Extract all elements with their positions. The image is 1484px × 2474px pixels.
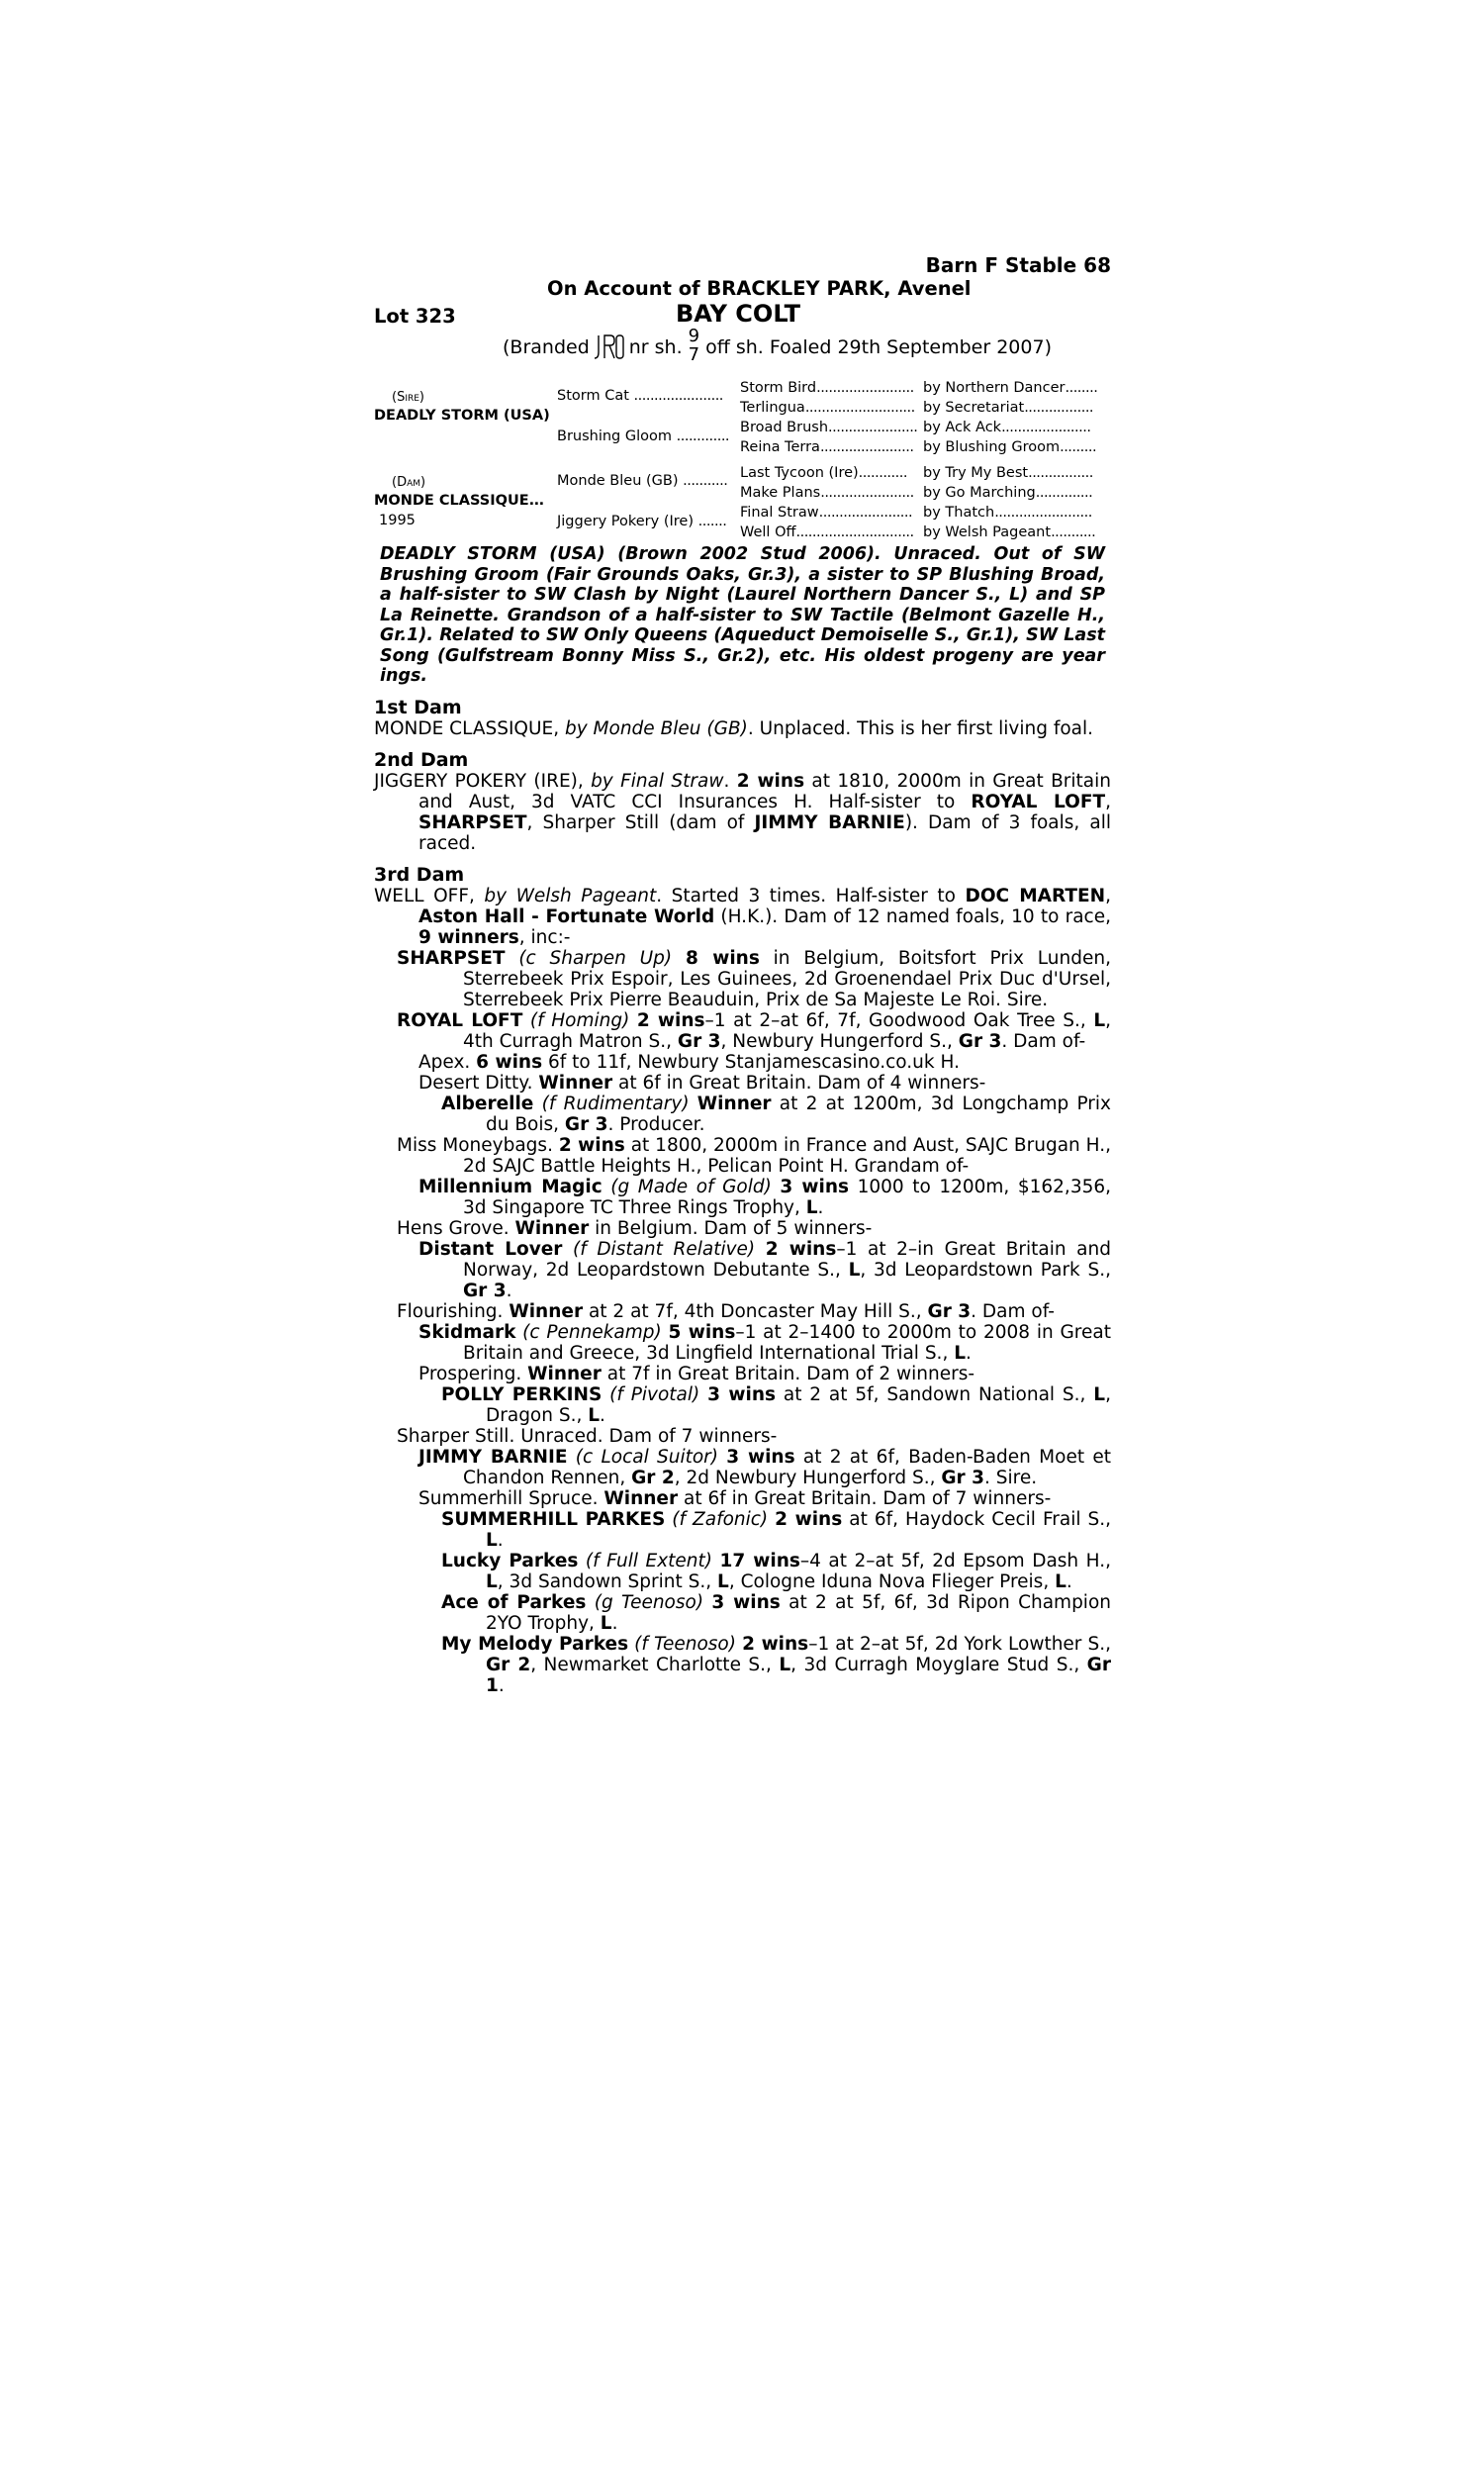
e-wins: 2 wins <box>765 1238 837 1260</box>
e-r3: . <box>506 1280 512 1301</box>
e-wins: 3 wins <box>726 1446 795 1468</box>
e-wins: Winner <box>514 1217 590 1239</box>
e-g1: Gr 2 <box>486 1654 531 1675</box>
e-r1: at 2 at 1200m, 3d Longchamp Prix du Bois, <box>486 1093 1111 1135</box>
entry-skidmark <box>374 1322 1111 1364</box>
d2-name: JIGGERY POKERY (IRE), <box>374 770 592 792</box>
lot-number: Lot 323 <box>374 305 456 328</box>
ggg-3: by Blushing Groom......... <box>923 439 1097 455</box>
e-parent: (f Zafonic) <box>665 1508 776 1530</box>
e-parent: (c Sharpen Up) <box>505 947 686 969</box>
e-wins: Winner <box>527 1363 602 1384</box>
e-l: L <box>600 1612 612 1634</box>
branded-pre: (Branded <box>503 336 590 358</box>
e-r2: , 3d Sandown Sprint S., <box>497 1570 718 1592</box>
second-dam-heading: 2nd Dam <box>374 748 469 771</box>
e-l1: L <box>1093 1383 1106 1405</box>
branded-mid: nr sh. <box>628 336 683 358</box>
e-r1: –1 at 2–1400 to 2000m to 2008 in Great Britain and Greece, 3d Lingfield International Trial S., <box>463 1321 1111 1364</box>
sire-label: (Sire) <box>392 390 424 405</box>
e-r1: at 6f, Haydock Cecil Frail S., <box>842 1508 1111 1530</box>
e-r2: . <box>611 1612 618 1634</box>
e-name: Flourishing. <box>397 1300 510 1322</box>
e-wins: Winner <box>538 1072 613 1094</box>
gg-1: Terlingua........................... <box>740 400 915 416</box>
gg-6-text: Final Straw <box>740 505 819 521</box>
e-g: Gr 3 <box>564 1113 608 1135</box>
entry-polly-perkins <box>374 1384 1111 1426</box>
e-r3: , Newbury Hungerford S., <box>720 1030 959 1052</box>
e-r1: at 2 at 7f, 4th Doncaster May Hill S., <box>583 1300 928 1322</box>
e-name: Sharper Still. Unraced. Dam of 7 winners- <box>397 1425 778 1447</box>
sire-sire: Storm Cat ...................... <box>557 388 723 404</box>
ggg-6-text: by Thatch <box>923 505 995 521</box>
third-dam-heading: 3rd Dam <box>374 863 465 886</box>
dam-name: MONDE CLASSIQUE... <box>374 493 544 509</box>
e-l1: L <box>1093 1009 1106 1031</box>
e-name: Miss Moneybags. <box>397 1134 559 1156</box>
entry-sharper-still <box>374 1426 1111 1447</box>
entry-prospering <box>374 1364 1111 1384</box>
entry-sharpset <box>374 948 1111 1010</box>
e-r3: . <box>600 1404 605 1426</box>
e-r2: . <box>966 1342 972 1364</box>
third-dam-text <box>374 886 1111 948</box>
gg-3-text: Reina Terra <box>740 439 820 455</box>
e-r4: . Dam of- <box>1001 1030 1086 1052</box>
e-r1: at 2 at 5f, Sandown National S., <box>776 1383 1094 1405</box>
e-r3: , 3d Curragh Moyglare Stud S., <box>790 1654 1087 1675</box>
e-wins: 17 wins <box>719 1550 800 1571</box>
e-r1: 1000 to 1200m, $162,356, 3d Singapore TC Three Rings Trophy, <box>463 1176 1112 1218</box>
e-r2: , 2d Newbury Hungerford S., <box>674 1467 942 1488</box>
e-rest: at 1800, 2000m in France and Aust, SAJC Brugan H., 2d SAJC Battle Heights H., Pelican Point H. Grandam of- <box>463 1134 1111 1177</box>
e-parent: (g Made of Gold) <box>602 1176 781 1197</box>
pedigree-table <box>374 368 1111 540</box>
e-g1: Gr 3 <box>677 1030 721 1052</box>
e-r1: at 2 at 5f, 6f, 3d Ripon Champion 2YO Trophy, <box>486 1591 1111 1634</box>
entry-hens-grove <box>374 1218 1111 1239</box>
ggg-6: by Thatch........................ <box>923 505 1092 521</box>
ggg-4: by Try My Best................ <box>923 465 1093 481</box>
e-parent: (f Distant Relative) <box>562 1238 766 1260</box>
entry-royal-loft <box>374 1010 1111 1052</box>
e-name: Alberelle <box>441 1093 534 1114</box>
dam-dam: Jiggery Pokery (Ire) ....... <box>557 514 727 529</box>
e-r2: . Producer. <box>607 1113 705 1135</box>
lot-title: BAY COLT <box>676 300 801 328</box>
catalogue-page <box>374 249 1111 1696</box>
e-name: Prospering. <box>418 1363 528 1384</box>
e-r1: at 2 at 6f, Baden-Baden Moet et Chandon Rennen, <box>463 1446 1111 1488</box>
sire-note: DEADLY STORM (USA) (Brown 2002 Stud 2006). Unraced. Out of SW Brushing Groom (Fair Grounds Oaks, Gr.3), a sister to SP Blushing Broad, a half-sister to SW Clash by Night (Laurel Northern Dancer S., L) and SP La Reinette. Grandson of a half-sister to SW Tactile (Belmont Gazelle H., Gr.1). Related to SW Only Queens (Aqueduct Demoiselle S., Gr.1), SW Last Song (Gulfstream Bonny Miss S., Gr.2), etc. His oldest progeny are year ings. <box>380 544 1105 686</box>
e-wins: 5 wins <box>668 1321 736 1343</box>
dam-sire: Monde Bleu (GB) ........... <box>557 473 728 489</box>
e-l3: L <box>1055 1570 1067 1592</box>
ggg-0: by Northern Dancer........ <box>923 380 1098 396</box>
e-r3: . Sire. <box>983 1467 1038 1488</box>
d1-by: by Monde Bleu (GB) <box>564 717 748 739</box>
e-wins: 3 wins <box>780 1176 850 1197</box>
d3-t1: . Started 3 times. Half-sister to <box>656 885 966 906</box>
brand-line <box>503 326 1052 366</box>
entry-summerhill-parkes <box>374 1509 1111 1551</box>
e-wins: 2 wins <box>558 1134 625 1156</box>
e-wins: Winner <box>509 1300 584 1322</box>
e-wins: 2 wins <box>742 1633 809 1655</box>
g3-text: Monde Bleu (GB) <box>557 473 679 489</box>
e-l2: L <box>717 1570 729 1592</box>
entry-summerhill-spruce <box>374 1488 1111 1509</box>
e-rest: at 7f in Great Britain. Dam of 2 winners- <box>601 1363 975 1384</box>
e-name: JIMMY BARNIE <box>418 1446 568 1468</box>
e-parent: (f Pivotal) <box>602 1383 708 1405</box>
e-name: Desert Ditty. <box>418 1072 539 1094</box>
d3-name: WELL OFF, <box>374 885 485 906</box>
ggg-2: by Ack Ack...................... <box>923 420 1091 435</box>
fraction-bottom: 7 <box>688 344 700 365</box>
brand-mark-icon <box>594 333 625 362</box>
gg-5-text: Make Plans <box>740 485 821 501</box>
g1-text: Storm Cat <box>557 388 629 404</box>
e-parent: (f Rudimentary) <box>533 1093 697 1114</box>
e-parent: (f Teenoso) <box>628 1633 743 1655</box>
branded-post: off sh. Foaled 29th September 2007) <box>705 336 1052 358</box>
e-rest: 6f to 11f, Newbury Stanjamescasino.co.uk H. <box>542 1051 960 1073</box>
gg-3: Reina Terra....................... <box>740 439 914 455</box>
ggg-1-text: by Secretariat <box>923 400 1025 416</box>
first-dam-text <box>374 718 1111 739</box>
entry-distant-lover <box>374 1239 1111 1301</box>
gg-2-text: Broad Brush <box>740 420 829 435</box>
e-name: ROYAL LOFT <box>397 1009 523 1031</box>
e-rest: in Belgium, Boitsfort Prix Lunden, Sterrebeek Prix Espoir, Les Guinees, 2d Groenendael Prix Duc d'Ursel, Sterrebeek Prix Pierre Beauduin, Prix de Sa Majeste Le Roi. Sire. <box>463 947 1111 1010</box>
sire-dam: Brushing Gloom ............. <box>557 428 730 444</box>
e-rest: at 6f in Great Britain. Dam of 7 winners- <box>678 1487 1052 1509</box>
e-g2: Gr 3 <box>958 1030 1002 1052</box>
barn-stable: Barn F Stable 68 <box>925 253 1111 277</box>
d3-h2: Aston Hall - Fortunate World <box>418 905 715 927</box>
ggg-0-text: by Northern Dancer <box>923 380 1066 396</box>
entry-desert-ditty <box>374 1073 1111 1094</box>
gg-6: Final Straw....................... <box>740 505 913 521</box>
gg-4-text: Last Tycoon (Ire) <box>740 465 859 481</box>
e-wins: 2 wins <box>775 1508 843 1530</box>
gg-4: Last Tycoon (Ire)............ <box>740 465 907 481</box>
d2-t4: , Sharper Still (dam of <box>526 811 755 833</box>
e-r4: . <box>1066 1570 1072 1592</box>
e-r2: , Newmarket Charlotte S., <box>530 1654 780 1675</box>
e-r1: –4 at 2–at 5f, 2d Epsom Dash H., <box>799 1550 1111 1571</box>
e-parent: (c Local Suitor) <box>567 1446 727 1468</box>
e-l1: L <box>486 1570 498 1592</box>
entry-alberelle <box>374 1094 1111 1135</box>
e-parent: (g Teenoso) <box>586 1591 712 1613</box>
d3-h3: 9 winners <box>418 926 519 948</box>
entry-millennium-magic <box>374 1177 1111 1218</box>
first-dam-heading: 1st Dam <box>374 696 462 718</box>
d1-name: MONDE CLASSIQUE, <box>374 717 565 739</box>
entry-jimmy-barnie <box>374 1447 1111 1488</box>
e-l: L <box>486 1529 498 1551</box>
entry-apex <box>374 1052 1111 1073</box>
e-name: Hens Grove. <box>397 1217 515 1239</box>
ggg-7-text: by Welsh Pageant <box>923 524 1052 540</box>
e-l: L <box>779 1654 791 1675</box>
gg-5: Make Plans....................... <box>740 485 914 501</box>
e-name: Distant Lover <box>418 1238 563 1260</box>
sire-name: DEADLY STORM (USA) <box>374 408 550 424</box>
e-wins: Winner <box>696 1093 772 1114</box>
e-r4: . <box>498 1674 505 1696</box>
e-name: POLLY PERKINS <box>441 1383 603 1405</box>
e-l: L <box>848 1259 861 1281</box>
gg-1-text: Terlingua <box>740 400 805 416</box>
e-name: Lucky Parkes <box>441 1550 579 1571</box>
ggg-4-text: by Try My Best <box>923 465 1029 481</box>
gg-2: Broad Brush...................... <box>740 420 918 435</box>
ggg-3-text: by Blushing Groom <box>923 439 1061 455</box>
d2-t3: , <box>1105 791 1111 812</box>
d2-t2: at 1810, 2000m in Great Britain and Aust, 3d VATC CCI Insurances H. Half-sister to <box>418 770 1112 812</box>
e-wins: Winner <box>603 1487 679 1509</box>
dam-name-text: MONDE CLASSIQUE <box>374 493 529 509</box>
d3-t2: , <box>1105 885 1111 906</box>
e-rest: at 6f in Great Britain. Dam of 4 winners- <box>612 1072 986 1094</box>
gg-0-text: Storm Bird <box>740 380 817 396</box>
brand-fraction <box>689 327 699 364</box>
e-r3: , Cologne Iduna Nova Flieger Preis, <box>728 1570 1056 1592</box>
e-name: SHARPSET <box>397 947 506 969</box>
dam-label: (Dam) <box>392 475 426 490</box>
d2-h1: ROYAL LOFT <box>971 791 1106 812</box>
e-l: L <box>805 1196 818 1218</box>
d3-t3: (H.K.). Dam of 12 named foals, 10 to race, <box>714 905 1111 927</box>
e-g: Gr 3 <box>463 1280 507 1301</box>
gg-7: Well Off............................. <box>740 524 914 540</box>
d2-t1: . <box>723 770 737 792</box>
second-dam-text <box>374 771 1111 854</box>
e-wins: 6 wins <box>476 1051 543 1073</box>
e-name: SUMMERHILL PARKES <box>441 1508 666 1530</box>
e-parent: (f Full Extent) <box>578 1550 720 1571</box>
e-parent: (c Pennekamp) <box>515 1321 669 1343</box>
dam-year: 1995 <box>379 513 416 528</box>
e-wins: 2 wins <box>636 1009 705 1031</box>
gg-0: Storm Bird........................ <box>740 380 914 396</box>
d2-h2: SHARPSET <box>418 811 527 833</box>
e-name: My Melody Parkes <box>441 1633 629 1655</box>
e-name: Millennium Magic <box>418 1176 603 1197</box>
ggg-1: by Secretariat................. <box>923 400 1094 416</box>
e-wins: 3 wins <box>707 1383 776 1405</box>
entry-lucky-parkes <box>374 1551 1111 1592</box>
e-r1: –1 at 2–at 6f, 7f, Goodwood Oak Tree S., <box>704 1009 1094 1031</box>
ggg-2-text: by Ack Ack <box>923 420 1002 435</box>
e-g2: Gr 1 <box>486 1654 1111 1696</box>
ggg-5-text: by Go Marching <box>923 485 1036 501</box>
d2-wins: 2 wins <box>736 770 805 792</box>
entry-my-melody-parkes <box>374 1634 1111 1696</box>
e-name: Summerhill Spruce. <box>418 1487 604 1509</box>
ggg-7: by Welsh Pageant........... <box>923 524 1096 540</box>
e-r2: , Dragon S., <box>486 1383 1111 1426</box>
gg-7-text: Well Off <box>740 524 796 540</box>
g2-text: Brushing Gloom <box>557 428 673 444</box>
e-r2: , 3d Leopardstown Park S., <box>860 1259 1111 1281</box>
e-r2: . <box>497 1529 504 1551</box>
d3-by: by Welsh Pageant <box>484 885 657 906</box>
entry-flourishing <box>374 1301 1111 1322</box>
d2-h3: JIMMY BARNIE <box>754 811 905 833</box>
fraction-top: 9 <box>688 326 700 346</box>
d3-h1: DOC MARTEN <box>965 885 1106 906</box>
entry-miss-moneybags <box>374 1135 1111 1177</box>
d1-rest: . Unplaced. This is her first living foal. <box>747 717 1094 739</box>
e-parent: (f Homing) <box>522 1009 637 1031</box>
e-wins: 8 wins <box>685 947 760 969</box>
d3-t4: , inc:- <box>518 926 571 948</box>
e-g1: Gr 2 <box>631 1467 675 1488</box>
d2-by: by Final Straw <box>591 770 724 792</box>
e-name: Skidmark <box>418 1321 516 1343</box>
e-wins: 3 wins <box>711 1591 781 1613</box>
entry-ace-of-parkes <box>374 1592 1111 1634</box>
e-r2: . Dam of- <box>971 1300 1055 1322</box>
lot-header <box>374 249 1111 368</box>
ggg-5: by Go Marching.............. <box>923 485 1093 501</box>
e-name: Ace of Parkes <box>441 1591 587 1613</box>
e-r2: . <box>817 1196 824 1218</box>
g4-text: Jiggery Pokery (Ire) <box>557 514 694 529</box>
e-r1: –1 at 2–at 5f, 2d York Lowther S., <box>808 1633 1111 1655</box>
e-r1: –1 at 2–in Great Britain and Norway, 2d Leopardstown Debutante S., <box>463 1238 1111 1281</box>
d2-t5: ). Dam of 3 foals, all raced. <box>418 811 1111 854</box>
e-g2: Gr 3 <box>941 1467 984 1488</box>
e-l2: L <box>588 1404 601 1426</box>
e-rest: in Belgium. Dam of 5 winners- <box>589 1217 873 1239</box>
e-r2: , 4th Curragh Matron S., <box>463 1009 1111 1052</box>
vendor-account: On Account of BRACKLEY PARK, Avenel <box>547 277 972 300</box>
e-name: Apex. <box>418 1051 477 1073</box>
e-l: L <box>954 1342 966 1364</box>
e-g: Gr 3 <box>927 1300 972 1322</box>
